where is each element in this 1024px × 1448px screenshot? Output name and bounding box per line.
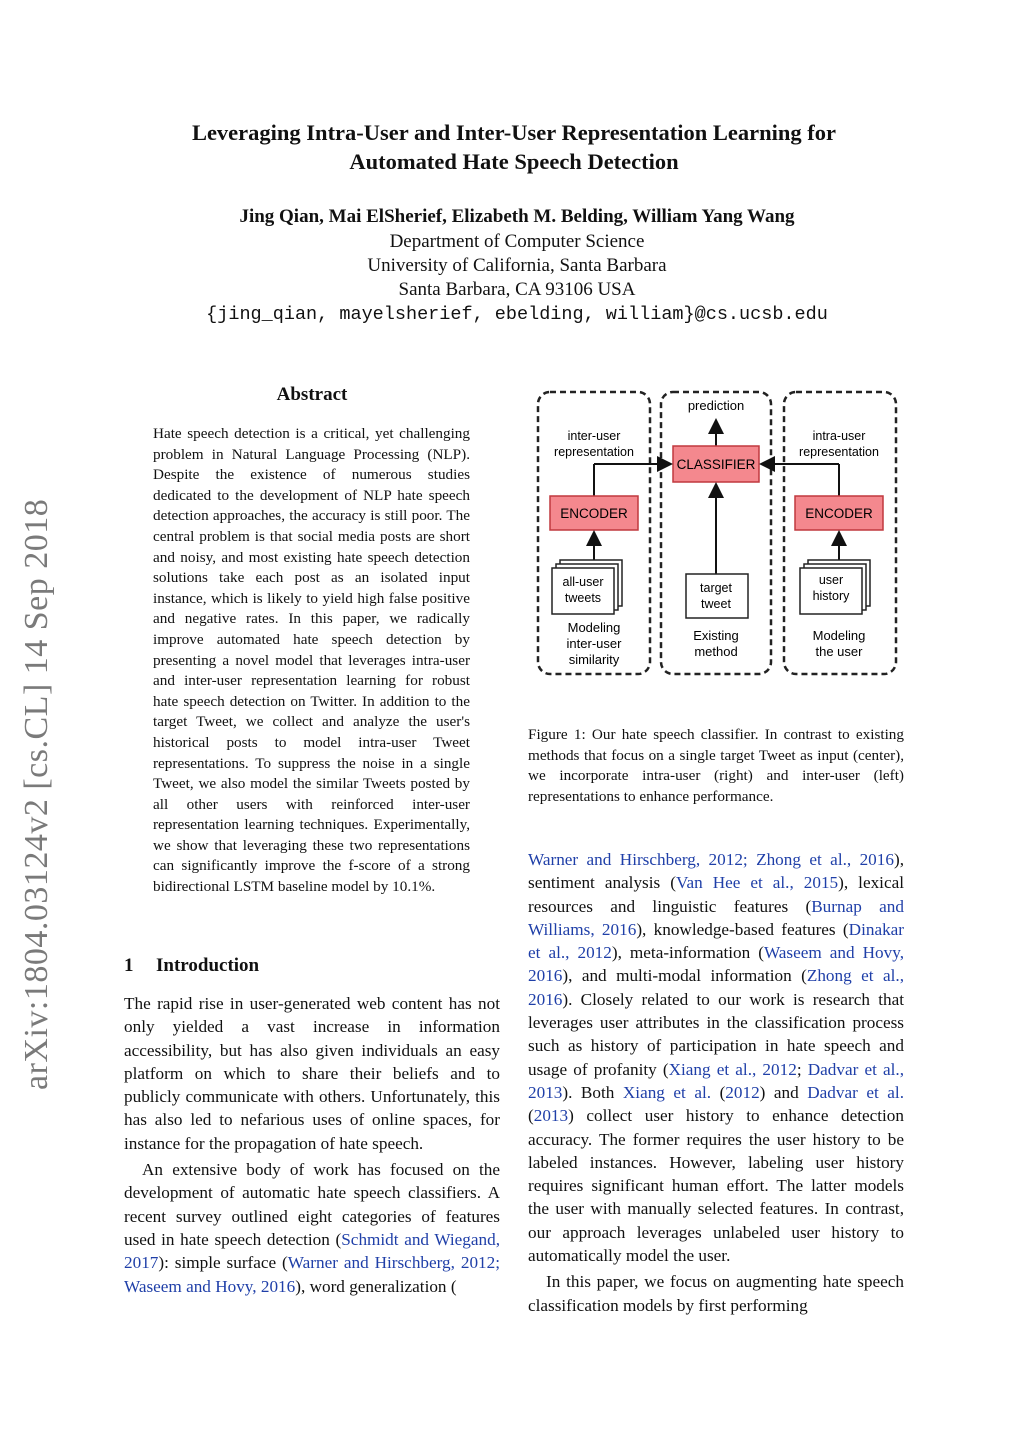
abstract-text: Hate speech detection is a critical, yet challenging problem in Natural Language Processing (NLP). Despite the existence of numerous studies dedicated to the development of NLP hate speech detection approaches, the accuracy is still poor. The central problem is that social media posts are short and noisy, and most existing hate speech detection solutions take each post as an isolated input instance, which is likely to yield high false positive and negative rates. In this paper, we radically improve automated hate speech detection by presenting a novel model that leverages intra-user and inter-user representation learning for robust hate speech detection on Twitter. In addition to the target Tweet, we collect and analyze the user's historical posts to model intra-user Tweet representations. To suppress the noise in a single Tweet, we also model the similar Tweets posted by all other users with reinforced inter-user representation learning techniques. Experimentally, we show that leveraging these two representations can significantly improve the f-score of a strong bidirectional LSTM baseline model by 10.1%. [153,425,470,896]
author-list: Jing Qian, Mai ElSherief, Elizabeth M. Belding, William Yang Wang [239,206,795,227]
citation-link[interactable]: Waseem and Hovy, 2016 [528,943,904,986]
citation-link[interactable]: Burnap and Williams, 2016 [528,896,904,939]
left-bottom-label-1: Modeling [567,620,621,635]
citation-link[interactable]: 2013 [533,1106,569,1126]
inter-rep-label-2: representation [554,445,634,459]
all-user-label-2: tweets [564,591,602,605]
all-user-label-1: all-user [562,575,604,589]
citation-link[interactable]: Xiang et al., 2012 [668,1059,797,1079]
figure-1-caption: Figure 1: Our hate speech classifier. In contrast to existing methods that focus on a single target Tweet as input (center), we incorporate intra-user (right) and inter-user (left) representations to enhance performance. [528,726,904,805]
citation-link[interactable]: Van Hee et al., 2015 [675,873,839,893]
citation-link[interactable]: Warner and Hirschberg, 2012; Waseem and Hovy, 2016 [124,1253,500,1296]
figure-1-diagram [528,380,904,680]
citation-link[interactable]: Dadvar et al. [807,1082,904,1102]
encoder-left-label: ENCODER [560,506,628,521]
left-column-body [124,992,500,1298]
citation-link[interactable]: Xiang et al. [622,1082,712,1102]
section-title: Introduction [156,955,260,976]
left-bottom-label-3: similarity [568,652,620,667]
citation-link[interactable]: Dadvar et al., 2013 [528,1059,904,1102]
left-bottom-label-2: inter-user [566,636,622,651]
user-history-label-1: user [818,573,844,587]
affiliation-department: Department of Computer Science [389,231,645,252]
affiliation-university: University of California, Santa Barbara [367,255,667,276]
citation-link[interactable]: Zhong et al., 2016 [528,966,904,1009]
affiliation-address: Santa Barbara, CA 93106 USA [398,279,636,300]
target-label-2: tweet [701,597,731,611]
intra-rep-label-2: representation [799,445,879,459]
intro-paragraph-2-start: An extensive body of work has focused on the development of automatic hate speech classifiers. A recent survey outlined eight categories of features used in hate speech detection (Schmidt and Wiegand, 2017): simple surface (Warner and Hirschberg, 2012; Waseem and Hovy, 2016), word generalization ( [124,1160,500,1296]
citation-link[interactable]: Schmidt and Wiegand, 2017 [124,1229,500,1273]
right-bottom-label-2: the user [815,644,863,659]
section-heading [124,955,259,977]
right-column-flow: Warner and Hirschberg, 2012; Zhong et al., 2016), sentiment analysis (Van Hee et al., 2015), lexical resources and linguistic features (Burnap and Williams, 2016), knowledge-based features (Dinakar et al., 2012), meta-information (Waseem and Hovy, 2016), and multi-modal information (Zhong et al., 2016). Closely related to our work is research that leverages user attributes in the classification process such as history of participation in hate speech and usage of profanity (Xiang et al., 2012; Dadvar et al., 2013). Both Xiang et al. (2012) and Dadvar et al. (2013) collect user history to enhance detection accuracy. The former requires the user history to be labeled instances. However, labeling user history requires significant human effort. The latter models the user with manually selected features. In contrast, our approach leverages unlabeled user history to automatically model the user. [528,850,904,1266]
right-bottom-label-1: Modeling [812,628,866,643]
mid-bottom-label-2: method [694,644,738,659]
citation-link[interactable]: Warner and Hirschberg, 2012; Zhong et al., 2016 [528,850,894,869]
citation-link[interactable]: 2012 [725,1082,760,1102]
classifier-label: CLASSIFIER [676,457,756,472]
section-number: 1 [124,955,134,976]
citation-link[interactable]: Dinakar et al., 2012 [528,919,904,963]
target-label-1: target [700,581,732,595]
prediction-label: prediction [687,398,745,413]
title-line-1: Leveraging Intra-User and Inter-User Representation Learning for [191,120,837,145]
encoder-right-label: ENCODER [805,506,873,521]
mid-bottom-label-1: Existing [693,628,739,643]
inter-rep-label-1: inter-user [567,429,621,443]
intro-paragraph-3: In this paper, we focus on augmenting hate speech classification models by first performing [528,1272,904,1315]
arxiv-identifier: arXiv:1804.03124v2 [cs.CL] 14 Sep 2018 [18,498,55,1090]
intra-rep-label-1: intra-user [812,429,866,443]
right-column-body [528,848,904,1318]
title-line-2: Automated Hate Speech Detection [349,149,679,174]
user-history-label-2: history [812,589,850,603]
author-emails: {jing_qian, mayelsherief, ebelding, william}@cs.ucsb.edu [206,304,828,325]
abstract-heading: Abstract [276,384,348,405]
paper-title [100,118,928,176]
intro-paragraph-1: The rapid rise in user-generated web content has not only yielded a vast increase in information accessibility, but has also given individuals an easy platform on which to share their beliefs and to publicly communicate with others. Unfortunately, this has also led to nefarious uses of online spaces, for instance for the propagation of hate speech. [124,994,500,1153]
